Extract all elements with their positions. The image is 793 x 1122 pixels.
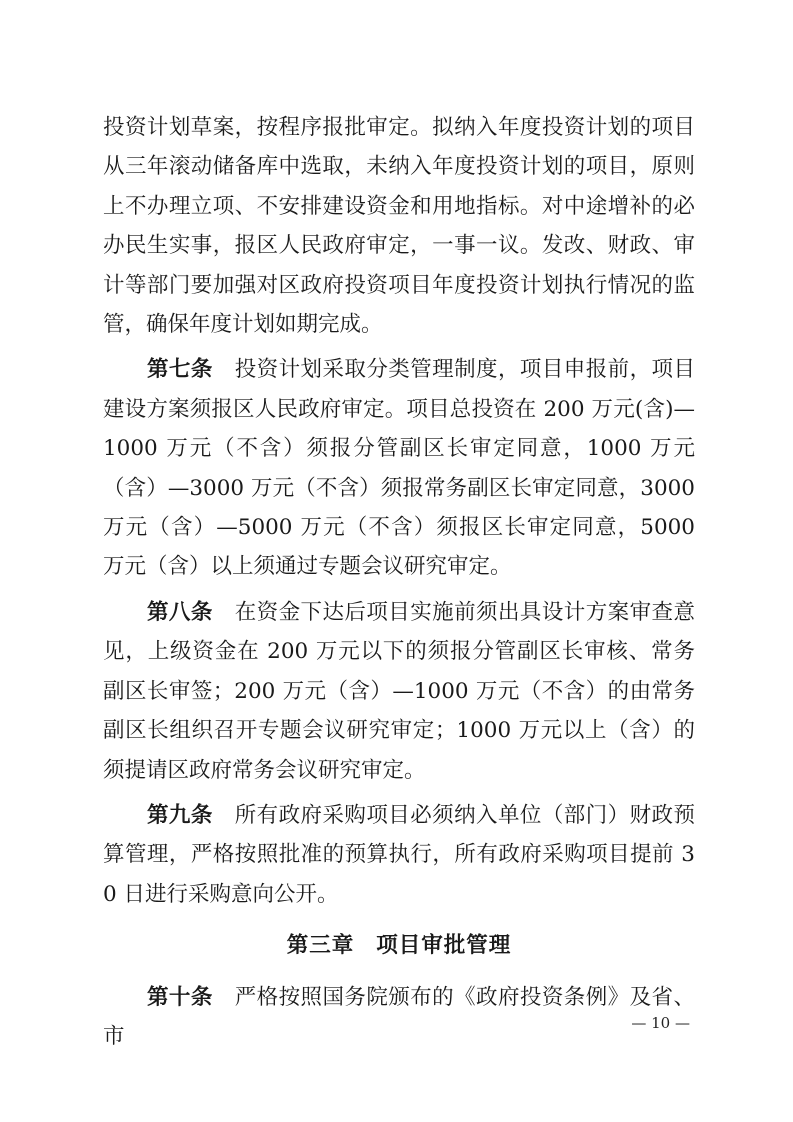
- article-9-title: 第九条: [147, 802, 213, 828]
- article-9: [103, 796, 695, 914]
- article-7-title: 第七条: [147, 357, 213, 383]
- article-10-title: 第十条: [147, 984, 213, 1010]
- chapter-heading: [103, 926, 695, 965]
- article-8-text: 在资金下达后项目实施前须出具设计方案审查意见，上级资金在 200 万元以下的须报分管副区长审核、常务副区长审签；200 万元（含）—1000 万元（不含）的由常务副区长组织召开专题会议研究审定；1000 万元以上（含）的须提请区政府常务会议研究审定。: [103, 599, 695, 783]
- article-10-text: 严格按照国务院颁布的《政府投资条例》及省、市: [103, 984, 695, 1049]
- page-number: — 10 —: [631, 1014, 690, 1032]
- article-7: [103, 350, 695, 586]
- chapter-number: 第三章: [286, 933, 355, 959]
- paragraph-intro: 投资计划草案，按程序报批审定。拟纳入年度投资计划的项目从三年滚动储备库中选取，未纳入年度投资计划的项目，原则上不办理立项、不安排建设资金和用地指标。对中途增补的必办民生实事，报区人民政府审定，一事一议。发改、财政、审计等部门要加强对区政府投资项目年度投资计划执行情况的监管，确保年度计划如期完成。: [103, 115, 695, 338]
- article-8: [103, 593, 695, 790]
- article-10: [103, 978, 695, 1057]
- document-body: [103, 108, 695, 1056]
- chapter-title: 项目审批管理: [376, 933, 512, 959]
- article-8-title: 第八条: [147, 599, 213, 625]
- article-7-text: 投资计划采取分类管理制度，项目申报前，项目建设方案须报区人民政府审定。项目总投资在 200 万元(含)—1000 万元（不含）须报分管副区长审定同意，1000 万元（含）—3000 万元（不含）须报常务副区长审定同意，3000 万元（含）—5000 万元（不含）须报区长审定同意，5000 万元（含）以上须通过专题会议研究审定。: [103, 357, 695, 580]
- article-9-text: 所有政府采购项目必须纳入单位（部门）财政预算管理，严格按照批准的预算执行，所有政府采购项目提前 30 日进行采购意向公开。: [103, 802, 695, 907]
